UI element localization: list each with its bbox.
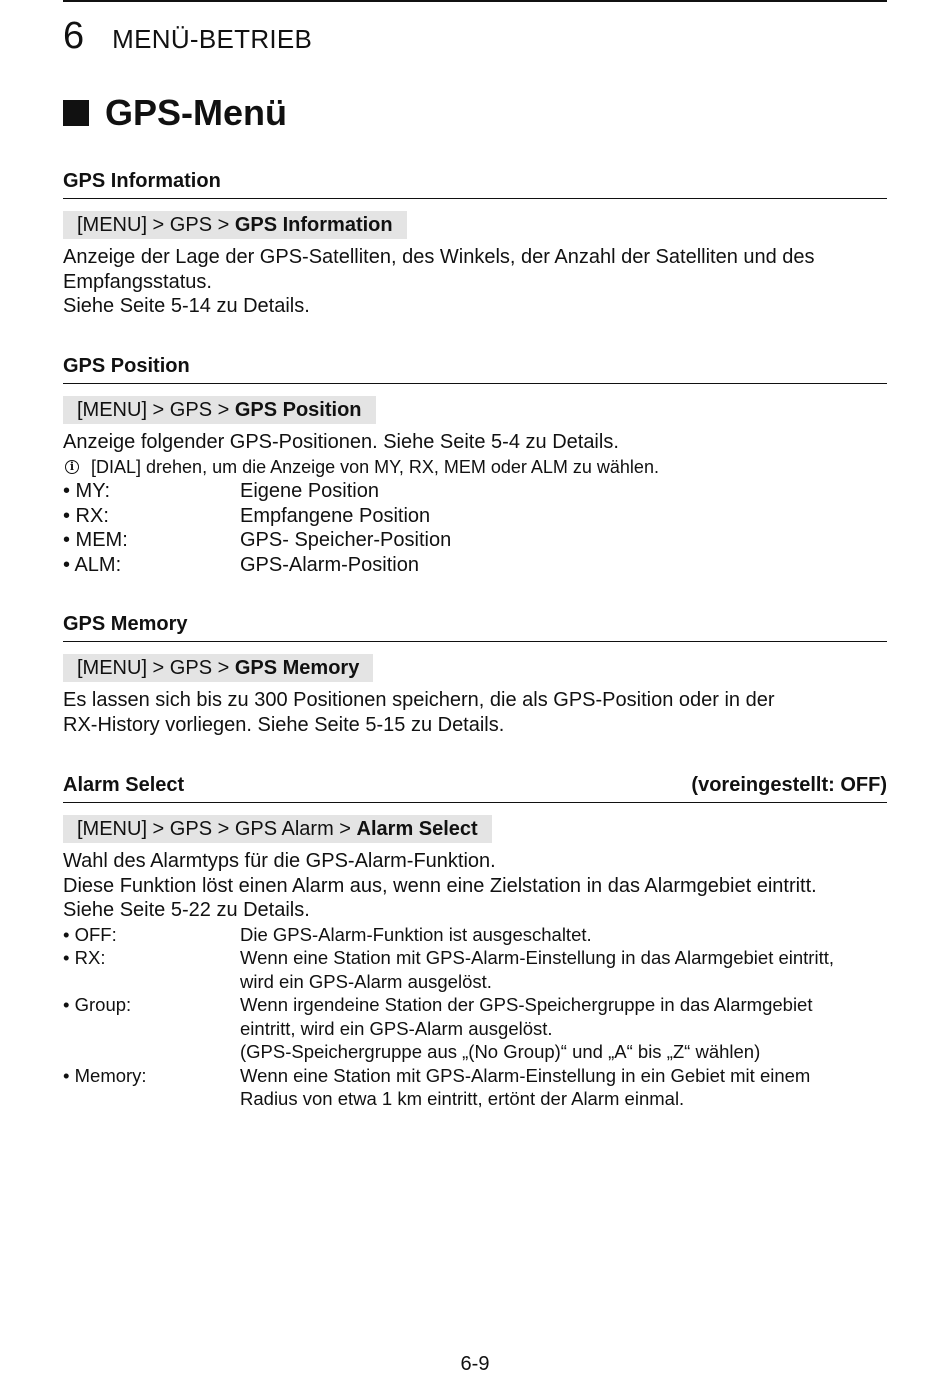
menu-path-prefix: [MENU] > GPS > — [77, 399, 235, 421]
section-title: Alarm Select — [63, 774, 185, 796]
option-value-line: Wenn eine Station mit GPS-Alarm-Einstellung in ein Gebiet mit einem — [240, 1064, 811, 1086]
page-title — [63, 92, 287, 134]
section-title: GPS Memory — [63, 613, 188, 635]
option-row — [63, 553, 887, 578]
menu-path — [63, 654, 373, 682]
body-line: Diese Funktion löst einen Alarm aus, wenn eine Zielstation in das Alarmgebiet eintritt. — [63, 874, 817, 897]
note-text: [DIAL] drehen, um die Anzeige von MY, RX, MEM oder ALM zu wählen. — [91, 456, 659, 477]
option-row — [63, 923, 887, 947]
body-line: Wahl des Alarmtyps für die GPS-Alarm-Funktion. — [63, 850, 496, 872]
body-line: Anzeige folgender GPS-Positionen. Siehe Seite 5-4 zu Details. — [63, 431, 619, 453]
option-value-line: Die GPS-Alarm-Funktion ist ausgeschaltet. — [240, 923, 592, 945]
option-value — [240, 1064, 887, 1111]
section-body — [63, 245, 887, 319]
menu-path-prefix: [MENU] > GPS > — [77, 657, 235, 679]
menu-path-item: GPS Information — [234, 214, 393, 236]
chapter-number: 6 — [63, 15, 85, 57]
option-value-line: wird ein GPS-Alarm ausgelöst. — [240, 970, 492, 992]
info-icon: i — [65, 460, 79, 474]
section-header — [63, 170, 887, 199]
top-rule — [63, 0, 887, 2]
option-row — [63, 993, 887, 1064]
body-line: RX-History vorliegen. Siehe Seite 5-15 zu Details. — [63, 713, 505, 736]
section-body — [63, 849, 887, 1111]
section-header — [63, 774, 887, 803]
body-line: Anzeige der Lage der GPS-Satelliten, des Winkels, der Anzahl der Satelliten und des — [63, 246, 815, 268]
body-line: Siehe Seite 5-14 zu Details. — [63, 295, 310, 317]
option-row — [63, 1064, 887, 1111]
body-line: Empfangsstatus. — [63, 270, 212, 293]
option-row — [63, 946, 887, 993]
option-value-line: Wenn eine Station mit GPS-Alarm-Einstellung in das Alarmgebiet eintritt, — [240, 947, 834, 968]
option-row — [63, 528, 887, 553]
menu-path-item: Alarm Select — [356, 818, 478, 840]
option-key: • RX: — [63, 504, 109, 527]
menu-path-item: GPS Memory — [234, 657, 360, 679]
option-value — [240, 923, 887, 947]
section-gps-information — [63, 170, 887, 319]
page-number: 6-9 — [460, 1353, 490, 1375]
option-key: • MEM: — [63, 529, 128, 551]
option-value — [240, 993, 887, 1064]
menu-path — [63, 396, 376, 424]
option-key: • Group: — [63, 994, 132, 1015]
section-header — [63, 613, 887, 642]
option-value — [240, 946, 887, 993]
note — [63, 455, 887, 480]
section-gps-position — [63, 355, 887, 577]
square-bullet-icon — [63, 100, 89, 126]
option-value-line: Radius von etwa 1 km eintritt, ertönt der Alarm einmal. — [240, 1088, 685, 1109]
section-body — [63, 430, 887, 577]
option-key: • MY: — [63, 480, 111, 502]
menu-path-item: GPS Position — [234, 399, 362, 421]
option-key: • ALM: — [63, 553, 122, 576]
menu-path-prefix: [MENU] > GPS > — [77, 214, 235, 236]
option-value: GPS- Speicher-Position — [240, 529, 452, 551]
menu-path — [63, 815, 492, 843]
section-title: GPS Information — [63, 170, 221, 192]
option-key: • OFF: — [63, 923, 117, 945]
menu-path — [63, 211, 407, 239]
body-line: Es lassen sich bis zu 300 Positionen speichern, die als GPS-Position oder in der — [63, 689, 775, 711]
page-title-text: GPS-Menü — [105, 92, 288, 133]
section-alarm-select — [63, 774, 887, 1111]
option-key: • RX: — [63, 947, 106, 968]
option-value-line: eintritt, wird ein GPS-Alarm ausgelöst. — [240, 1017, 553, 1039]
default-value: (voreingestellt: OFF) — [691, 774, 887, 796]
option-value: GPS-Alarm-Position — [240, 553, 419, 576]
option-value: Empfangene Position — [240, 504, 431, 527]
option-key: • Memory: — [63, 1064, 147, 1086]
section-title: GPS Position — [63, 355, 190, 377]
section-header — [63, 355, 887, 384]
section-body — [63, 688, 887, 737]
option-value-line: Wenn irgendeine Station der GPS-Speichergruppe in das Alarmgebiet — [240, 994, 813, 1015]
chapter-title: MENÜ-BETRIEB — [112, 24, 313, 54]
option-value: Eigene Position — [240, 480, 379, 502]
body-line: Siehe Seite 5-22 zu Details. — [63, 899, 310, 921]
option-row — [63, 479, 887, 504]
option-value-line: (GPS-Speichergruppe aus „(No Group)“ und „A“ bis „Z“ wählen) — [240, 1041, 761, 1062]
menu-path-prefix: [MENU] > GPS > GPS Alarm > — [77, 818, 357, 840]
option-row — [63, 504, 887, 529]
chapter-header — [63, 14, 312, 58]
section-gps-memory — [63, 613, 887, 737]
